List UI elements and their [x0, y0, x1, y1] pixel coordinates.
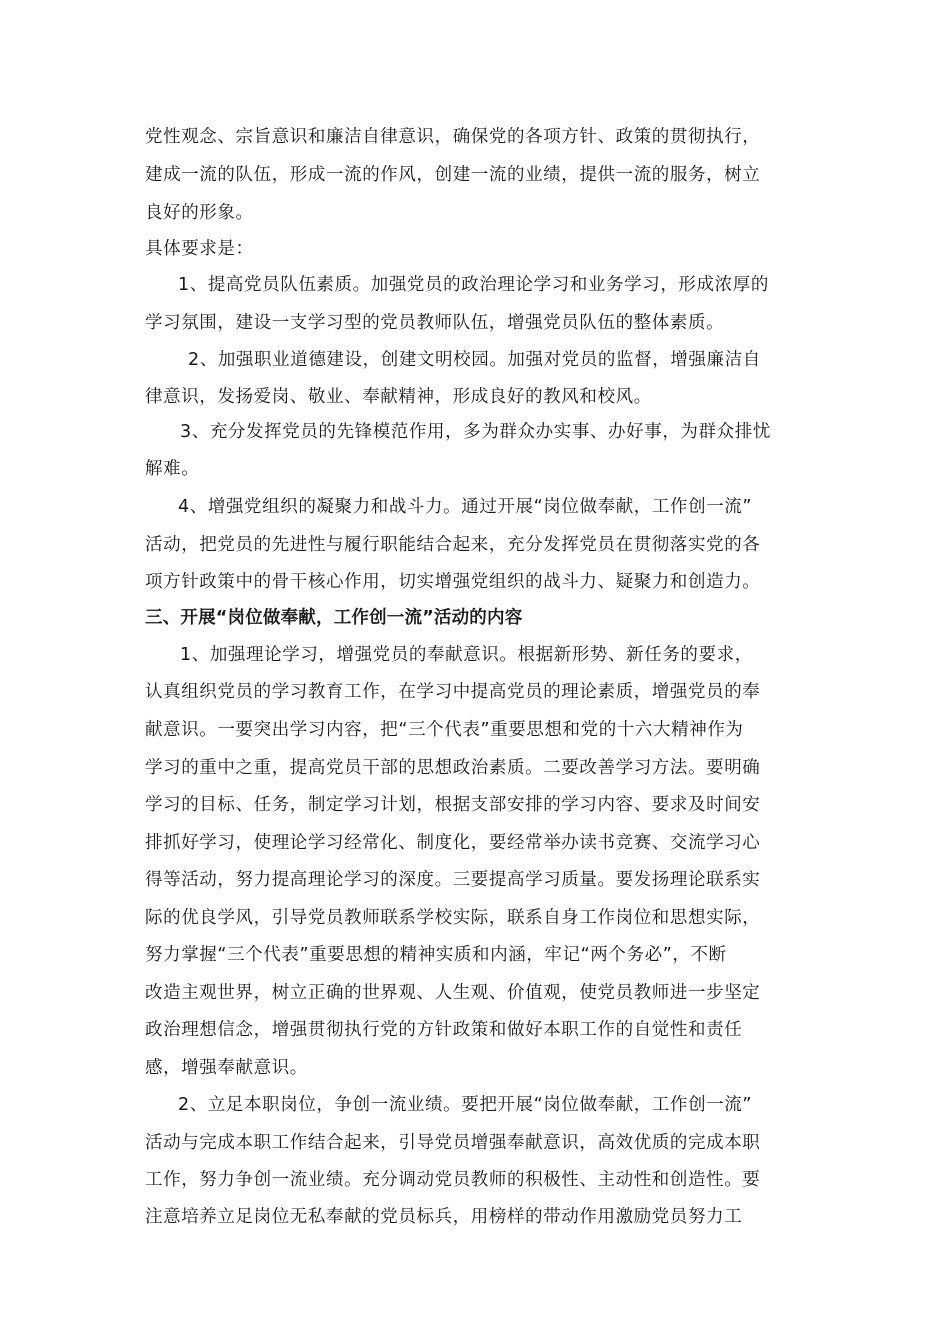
body-text-line: 感，增强奉献意识。	[145, 1058, 308, 1078]
body-text-line: 良好的形象。	[145, 203, 254, 223]
section-heading: 三、开展“岗位做奉献，工作创一流”活动的内容	[145, 608, 523, 628]
body-text-line: 活动与完成本职工作结合起来，引导党员增强奉献意识，高效优质的完成本职	[145, 1133, 761, 1153]
content-2-line: 2、立足本职岗位，争创一流业绩。要把开展“岗位做奉献，工作创一流”	[178, 1095, 753, 1115]
body-text-line: 学习的重中之重，提高党员干部的思想政治素质。二要改善学习方法。要明确	[145, 758, 761, 778]
body-text-line: 际的优良学风，引导党员教师联系学校实际，联系自身工作岗位和思想实际，	[145, 908, 761, 928]
body-text-line: 工作，努力争创一流业绩。充分调动党员教师的积极性、主动性和创造性。要	[145, 1170, 761, 1190]
body-text-line: 党性观念、宗旨意识和廉洁自律意识，确保党的各项方针、政策的贯彻执行，	[145, 127, 761, 147]
body-text-line: 排抓好学习，使理论学习经常化、制度化，要经常举办读书竞赛、交流学习心	[145, 833, 761, 853]
requirement-2-line: 2、加强职业道德建设，创建文明校园。加强对党员的监督，增强廉洁自	[188, 350, 761, 370]
body-text-line: 具体要求是：	[145, 239, 254, 259]
requirement-3-line: 3、充分发挥党员的先锋模范作用，多为群众办实事、办好事，为群众排忧	[180, 422, 771, 442]
body-text-line: 学习的目标、任务，制定学习计划，根据支部安排的学习内容、要求及时间安	[145, 795, 761, 815]
body-text-line: 认真组织党员的学习教育工作，在学习中提高党员的理论素质，增强党员的奉	[145, 682, 761, 702]
body-text-line: 政治理想信念，增强贯彻执行党的方针政策和做好本职工作的自觉性和责任	[145, 1020, 743, 1040]
requirement-4-line: 4、增强党组织的凝聚力和战斗力。通过开展“岗位做奉献，工作创一流”	[178, 497, 753, 517]
requirement-1-line: 1、提高党员队伍素质。加强党员的政治理论学习和业务学习，形成浓厚的	[178, 275, 769, 295]
body-text-line: 注意培养立足岗位无私奉献的党员标兵，用榜样的带动作用激励党员努力工	[145, 1207, 743, 1227]
content-1-line: 1、加强理论学习，增强党员的奉献意识。根据新形势、新任务的要求，	[180, 645, 753, 665]
body-text-line: 解难。	[145, 459, 200, 479]
body-text-line: 活动，把党员的先进性与履行职能结合起来，充分发挥党员在贯彻落实党的各	[145, 535, 761, 555]
body-text-line: 努力掌握“三个代表”重要思想的精神实质和内涵，牢记“两个务必”，不断	[145, 945, 727, 965]
body-text-line: 献意识。一要突出学习内容，把“三个代表”重要思想和党的十六大精神作为	[145, 720, 744, 740]
body-text-line: 得等活动，努力提高理论学习的深度。三要提高学习质量。要发扬理论联系实	[145, 870, 761, 890]
body-text-line: 律意识，发扬爱岗、敬业、奉献精神，形成良好的教风和校风。	[145, 387, 652, 407]
body-text-line: 学习氛围，建设一支学习型的党员教师队伍，增强党员队伍的整体素质。	[145, 313, 725, 333]
body-text-line: 建成一流的队伍，形成一流的作风，创建一流的业绩，提供一流的服务，树立	[145, 165, 761, 185]
body-text-line: 项方针政策中的骨干核心作用，切实增强党组织的战斗力、疑聚力和创造力。	[145, 572, 761, 592]
body-text-line: 改造主观世界，树立正确的世界观、人生观、价值观，使党员教师进一步坚定	[145, 983, 761, 1003]
